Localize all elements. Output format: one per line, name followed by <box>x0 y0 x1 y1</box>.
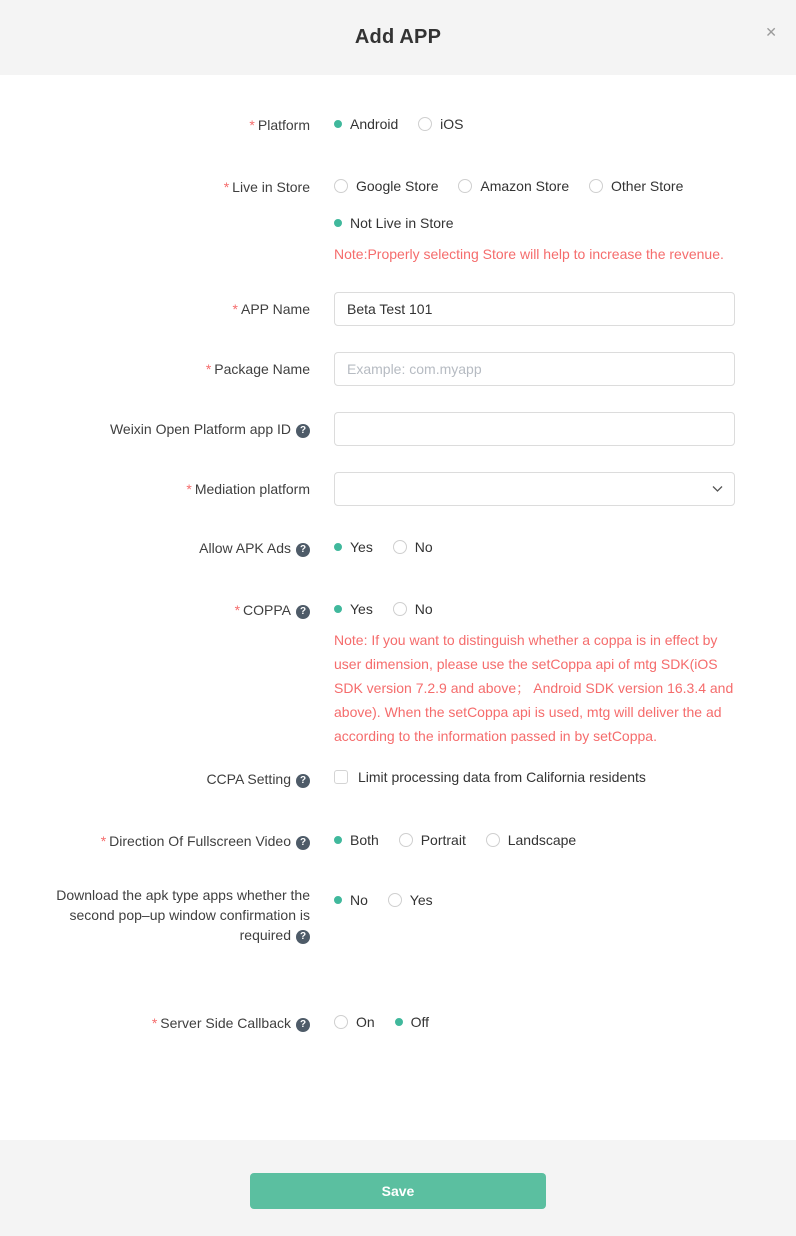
radio-selected-icon <box>395 1018 403 1026</box>
radio-label: iOS <box>440 116 464 133</box>
dialog-body <box>0 75 796 1140</box>
radio-unselected-icon <box>393 602 407 616</box>
coppa-label-text: COPPA <box>243 601 291 618</box>
app-name-control <box>334 292 735 326</box>
radio-apk-confirm-yes[interactable] <box>388 891 433 909</box>
radio-label: Landscape <box>507 832 577 849</box>
weixin-app-id-control <box>334 412 735 446</box>
required-marker: * <box>151 1014 158 1031</box>
save-button[interactable]: Save <box>250 1173 546 1209</box>
apk-confirm-label <box>0 885 310 945</box>
radio-label: Android <box>350 116 399 133</box>
form-row-live-in-store <box>0 177 796 266</box>
weixin-app-id-label-text: Weixin Open Platform app ID <box>109 420 291 437</box>
package-name-label <box>0 352 310 386</box>
radio-label: Not Live in Store <box>350 214 454 231</box>
radio-apk-confirm-no[interactable] <box>334 891 368 909</box>
radio-selected-icon <box>334 896 342 904</box>
radio-selected-icon <box>334 836 342 844</box>
radio-label: Google Store <box>356 178 439 195</box>
platform-label <box>0 115 310 135</box>
chevron-down-icon <box>712 485 723 493</box>
radio-label: Amazon Store <box>480 178 570 195</box>
platform-label-text: Platform <box>257 117 310 133</box>
form-row-mediation-platform <box>0 472 796 506</box>
form-row-server-callback <box>0 1013 796 1033</box>
apk-confirm-label-text: Download the apk type apps whether the second pop–up window confirmation is required <box>56 886 310 943</box>
radio-not-live-in-store[interactable] <box>334 214 454 232</box>
coppa-note: Note: If you want to distinguish whether a coppa is in effect by user dimension, please use the setCoppa api of mtg SDK(iOS SDK version 7.2.9 and above； Android SDK version 16.3.4 and above). When the setCoppa api is used, mtg will deliver the ad according to the information passed in by setCoppa. <box>334 631 734 744</box>
package-name-control <box>334 352 735 386</box>
radio-selected-icon <box>334 120 342 128</box>
radio-allow-apk-yes[interactable] <box>334 538 373 556</box>
store-note: Note:Properly selecting Store will help to increase the revenue. <box>334 245 724 262</box>
radio-unselected-icon <box>393 540 407 554</box>
radio-unselected-icon <box>388 893 402 907</box>
required-marker: * <box>232 300 238 317</box>
radio-coppa-yes[interactable] <box>334 600 373 618</box>
help-icon[interactable]: ? <box>296 605 310 619</box>
radio-unselected-icon <box>418 117 432 131</box>
help-icon[interactable]: ? <box>296 774 310 788</box>
store-options-line1 <box>334 177 735 195</box>
mediation-platform-select[interactable] <box>334 472 735 506</box>
ccpa-checkbox[interactable] <box>334 769 646 785</box>
allow-apk-ads-label <box>0 538 310 558</box>
server-callback-label <box>0 1013 310 1033</box>
form-row-ccpa <box>0 769 796 789</box>
required-marker: * <box>234 601 241 618</box>
dialog-header <box>0 0 796 75</box>
coppa-options <box>334 600 735 748</box>
radio-direction-portrait[interactable] <box>399 831 466 849</box>
weixin-app-id-input[interactable] <box>334 412 735 446</box>
required-marker: * <box>100 832 107 849</box>
radio-allow-apk-no[interactable] <box>393 538 433 556</box>
ccpa-control <box>334 769 735 789</box>
apk-confirm-options <box>334 885 735 945</box>
radio-unselected-icon <box>334 1015 348 1029</box>
required-marker: * <box>223 179 230 195</box>
radio-unselected-icon <box>458 179 472 193</box>
mediation-platform-label-text: Mediation platform <box>194 480 310 497</box>
radio-label: Yes <box>350 600 373 617</box>
dialog-footer <box>0 1140 796 1236</box>
server-callback-options <box>334 1013 735 1033</box>
radio-unselected-icon <box>334 179 348 193</box>
direction-fullscreen-options <box>334 831 735 851</box>
radio-selected-icon <box>334 543 342 551</box>
form-row-direction-fullscreen <box>0 831 796 851</box>
server-callback-label-text: Server Side Callback <box>160 1014 291 1031</box>
form-row-package-name <box>0 352 796 386</box>
radio-label: Off <box>410 1014 429 1031</box>
form-row-platform <box>0 115 796 135</box>
ccpa-checkbox-label: Limit processing data from California residents <box>358 768 646 785</box>
form-row-coppa <box>0 600 796 748</box>
help-icon[interactable]: ? <box>296 1018 310 1032</box>
radio-amazon-store[interactable] <box>458 177 569 195</box>
checkbox-unchecked-icon <box>334 770 348 784</box>
form-row-app-name <box>0 292 796 326</box>
radio-label: No <box>414 600 433 617</box>
required-marker: * <box>249 117 255 133</box>
form-row-allow-apk-ads <box>0 538 796 558</box>
radio-coppa-no[interactable] <box>393 600 433 618</box>
form-row-weixin-app-id <box>0 412 796 446</box>
help-icon[interactable]: ? <box>296 424 310 438</box>
radio-other-store[interactable] <box>589 177 683 195</box>
platform-options <box>334 115 735 135</box>
radio-label: Both <box>350 832 379 849</box>
radio-server-callback-on[interactable] <box>334 1013 375 1031</box>
radio-unselected-icon <box>399 833 413 847</box>
radio-label: No <box>414 538 433 555</box>
app-name-label <box>0 292 310 326</box>
help-icon[interactable]: ? <box>296 543 310 557</box>
radio-google-store[interactable] <box>334 177 439 195</box>
mediation-platform-label <box>0 472 310 506</box>
radio-direction-both[interactable] <box>334 831 379 849</box>
live-in-store-label-text: Live in Store <box>232 179 310 195</box>
close-icon[interactable]: ✕ <box>765 24 777 40</box>
live-in-store-label <box>0 177 310 266</box>
weixin-app-id-label <box>0 412 310 446</box>
ccpa-label-text: CCPA Setting <box>206 770 291 787</box>
radio-platform-ios[interactable] <box>418 115 463 133</box>
store-options-line2 <box>334 213 735 231</box>
radio-server-callback-off[interactable] <box>395 1013 429 1031</box>
radio-unselected-icon <box>486 833 500 847</box>
radio-label: Portrait <box>420 832 466 849</box>
radio-label: Other Store <box>611 178 684 195</box>
mediation-platform-control <box>334 472 735 506</box>
live-in-store-options <box>334 177 735 266</box>
coppa-label <box>0 600 310 748</box>
allow-apk-ads-options <box>334 538 735 558</box>
radio-platform-android[interactable] <box>334 115 398 133</box>
ccpa-label <box>0 769 310 789</box>
radio-label: Yes <box>350 538 373 555</box>
radio-selected-icon <box>334 605 342 613</box>
radio-label: Yes <box>409 892 433 909</box>
radio-unselected-icon <box>589 179 603 193</box>
allow-apk-ads-label-text: Allow APK Ads <box>199 539 291 556</box>
radio-label: On <box>356 1014 375 1031</box>
radio-direction-landscape[interactable] <box>486 831 577 849</box>
form-row-apk-confirm <box>0 885 796 945</box>
radio-selected-icon <box>334 219 342 227</box>
direction-fullscreen-label <box>0 831 310 851</box>
direction-fullscreen-label-text: Direction Of Fullscreen Video <box>109 832 291 849</box>
radio-label: No <box>350 892 368 909</box>
coppa-options-line <box>334 600 735 618</box>
help-icon[interactable]: ? <box>296 836 310 850</box>
app-name-label-text: APP Name <box>241 300 310 317</box>
dialog-title: Add APP <box>354 26 442 48</box>
package-name-label-text: Package Name <box>214 360 310 377</box>
package-name-input[interactable] <box>334 352 735 386</box>
app-name-input[interactable] <box>334 292 735 326</box>
required-marker: * <box>186 480 192 497</box>
help-icon[interactable]: ? <box>296 930 310 944</box>
required-marker: * <box>205 360 212 377</box>
